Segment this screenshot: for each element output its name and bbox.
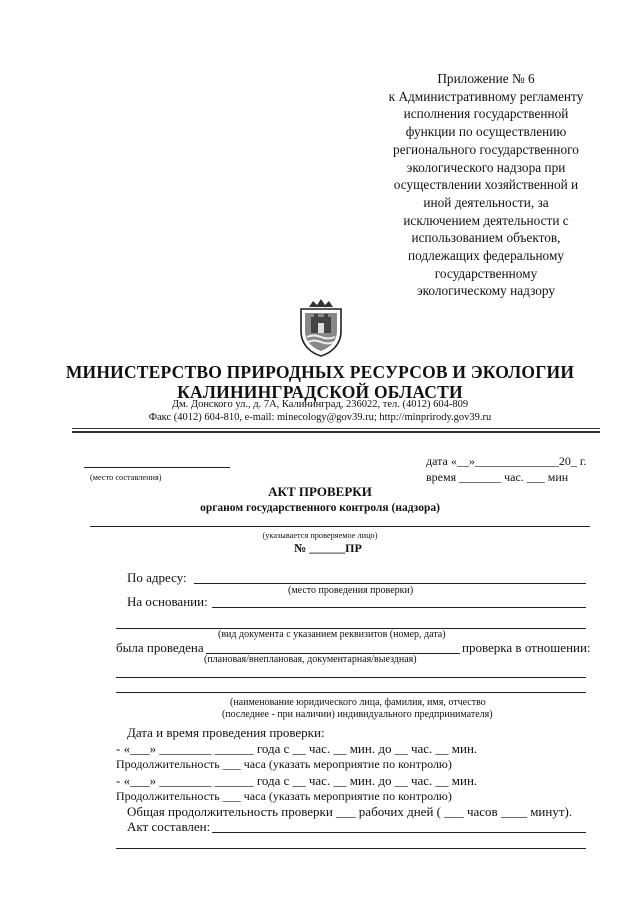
period-row-2[interactable]: - «___» ________ ______ года с __ час. __ мин. до __ час. __ мин. xyxy=(116,773,478,788)
entity-caption-2: (последнее - при наличии) индивидуального предпринимателя) xyxy=(222,709,493,720)
appendix-line: осуществлении хозяйственной и xyxy=(393,177,579,193)
drawn-up-input-line-2[interactable] xyxy=(116,848,586,849)
ministry-title-line1: МИНИСТЕРСТВО ПРИРОДНЫХ РЕСУРСОВ И ЭКОЛОГИИ xyxy=(65,362,575,382)
basis-caption: (вид документа с указанием реквизитов (номер, дата) xyxy=(218,629,446,640)
appendix-line: функции по осуществлению xyxy=(405,124,567,140)
total-duration[interactable]: Общая продолжительность проверки ___ рабочих дней ( ___ часов ____ минут). xyxy=(127,804,573,819)
appendix-line: иной деятельности, за xyxy=(423,194,549,210)
appendix-line: исполнения государственной xyxy=(403,106,569,122)
period-row-1[interactable]: - «___» ________ ______ года с __ час. __ мин. до __ час. __ мин. xyxy=(116,741,478,756)
duration-row-1[interactable]: Продолжительность ___ часа (указать мероприятие по контролю) xyxy=(116,757,452,771)
entity-input-line-2[interactable] xyxy=(116,692,586,693)
basis-label: На основании: xyxy=(127,594,208,609)
entity-input-line[interactable] xyxy=(116,677,586,678)
inspected-entity-line[interactable] xyxy=(90,526,590,527)
appendix-line: экологического надзора при xyxy=(406,159,566,175)
held-caption: (плановая/внеплановая, документарная/выездная) xyxy=(204,654,417,665)
date-field[interactable]: дата «__»______________20_ г. xyxy=(426,454,587,468)
address-input-line[interactable] xyxy=(194,583,586,584)
appendix-line: регионального государственного xyxy=(393,141,579,157)
place-caption: (место составления) xyxy=(90,473,162,482)
appendix-line: подлежащих федеральному xyxy=(407,248,565,264)
held-suffix: проверка в отношении: xyxy=(462,640,591,655)
appendix-line: государственному xyxy=(434,265,538,281)
appendix-line: экологическому надзору xyxy=(416,283,556,299)
address-caption: (место проведения проверки) xyxy=(288,585,414,596)
appendix-line: Приложение № 6 xyxy=(437,71,535,86)
basis-input-line[interactable] xyxy=(212,607,586,608)
ministry-title-line2: КАЛИНИНГРАДСКОЙ ОБЛАСТИ xyxy=(177,382,463,402)
ministry-address: Дм. Донского ул., д. 7А, Калининград, 236022, тел. (4012) 604-809 xyxy=(171,399,469,410)
drawn-up-input-line[interactable] xyxy=(212,832,586,833)
act-number[interactable]: № ______ПР xyxy=(294,541,362,555)
held-label: была проведена xyxy=(116,640,204,655)
place-line[interactable] xyxy=(84,467,230,468)
appendix-line: использованием объектов, xyxy=(411,230,561,246)
appendix-line: исключением деятельности с xyxy=(403,212,569,228)
time-field[interactable]: время _______ час. ___ мин xyxy=(426,470,569,484)
header-divider xyxy=(72,428,600,429)
header-divider-thick xyxy=(72,431,600,433)
document-subtitle: органом государственного контроля (надзора) xyxy=(200,502,440,514)
datetime-label: Дата и время проведения проверки: xyxy=(127,725,325,740)
appendix-note xyxy=(368,70,604,300)
appendix-line: к Административному регламенту xyxy=(388,88,584,104)
duration-row-2[interactable]: Продолжительность ___ часа (указать мероприятие по контролю) xyxy=(116,789,452,803)
ministry-fax-email: Факс (4012) 604-810, e-mail: minecology@gov39.ru; http://minprirody.gov39.ru xyxy=(148,412,492,423)
entity-caption-1: (наименование юридического лица, фамилия, имя, отчество xyxy=(230,697,486,708)
address-label: По адресу: xyxy=(127,570,187,585)
document-title: АКТ ПРОВЕРКИ xyxy=(268,484,372,499)
inspected-caption: (указывается проверяемое лицо) xyxy=(262,531,378,540)
coat-of-arms-icon xyxy=(295,297,347,357)
drawn-up-label: Акт составлен: xyxy=(127,819,211,834)
